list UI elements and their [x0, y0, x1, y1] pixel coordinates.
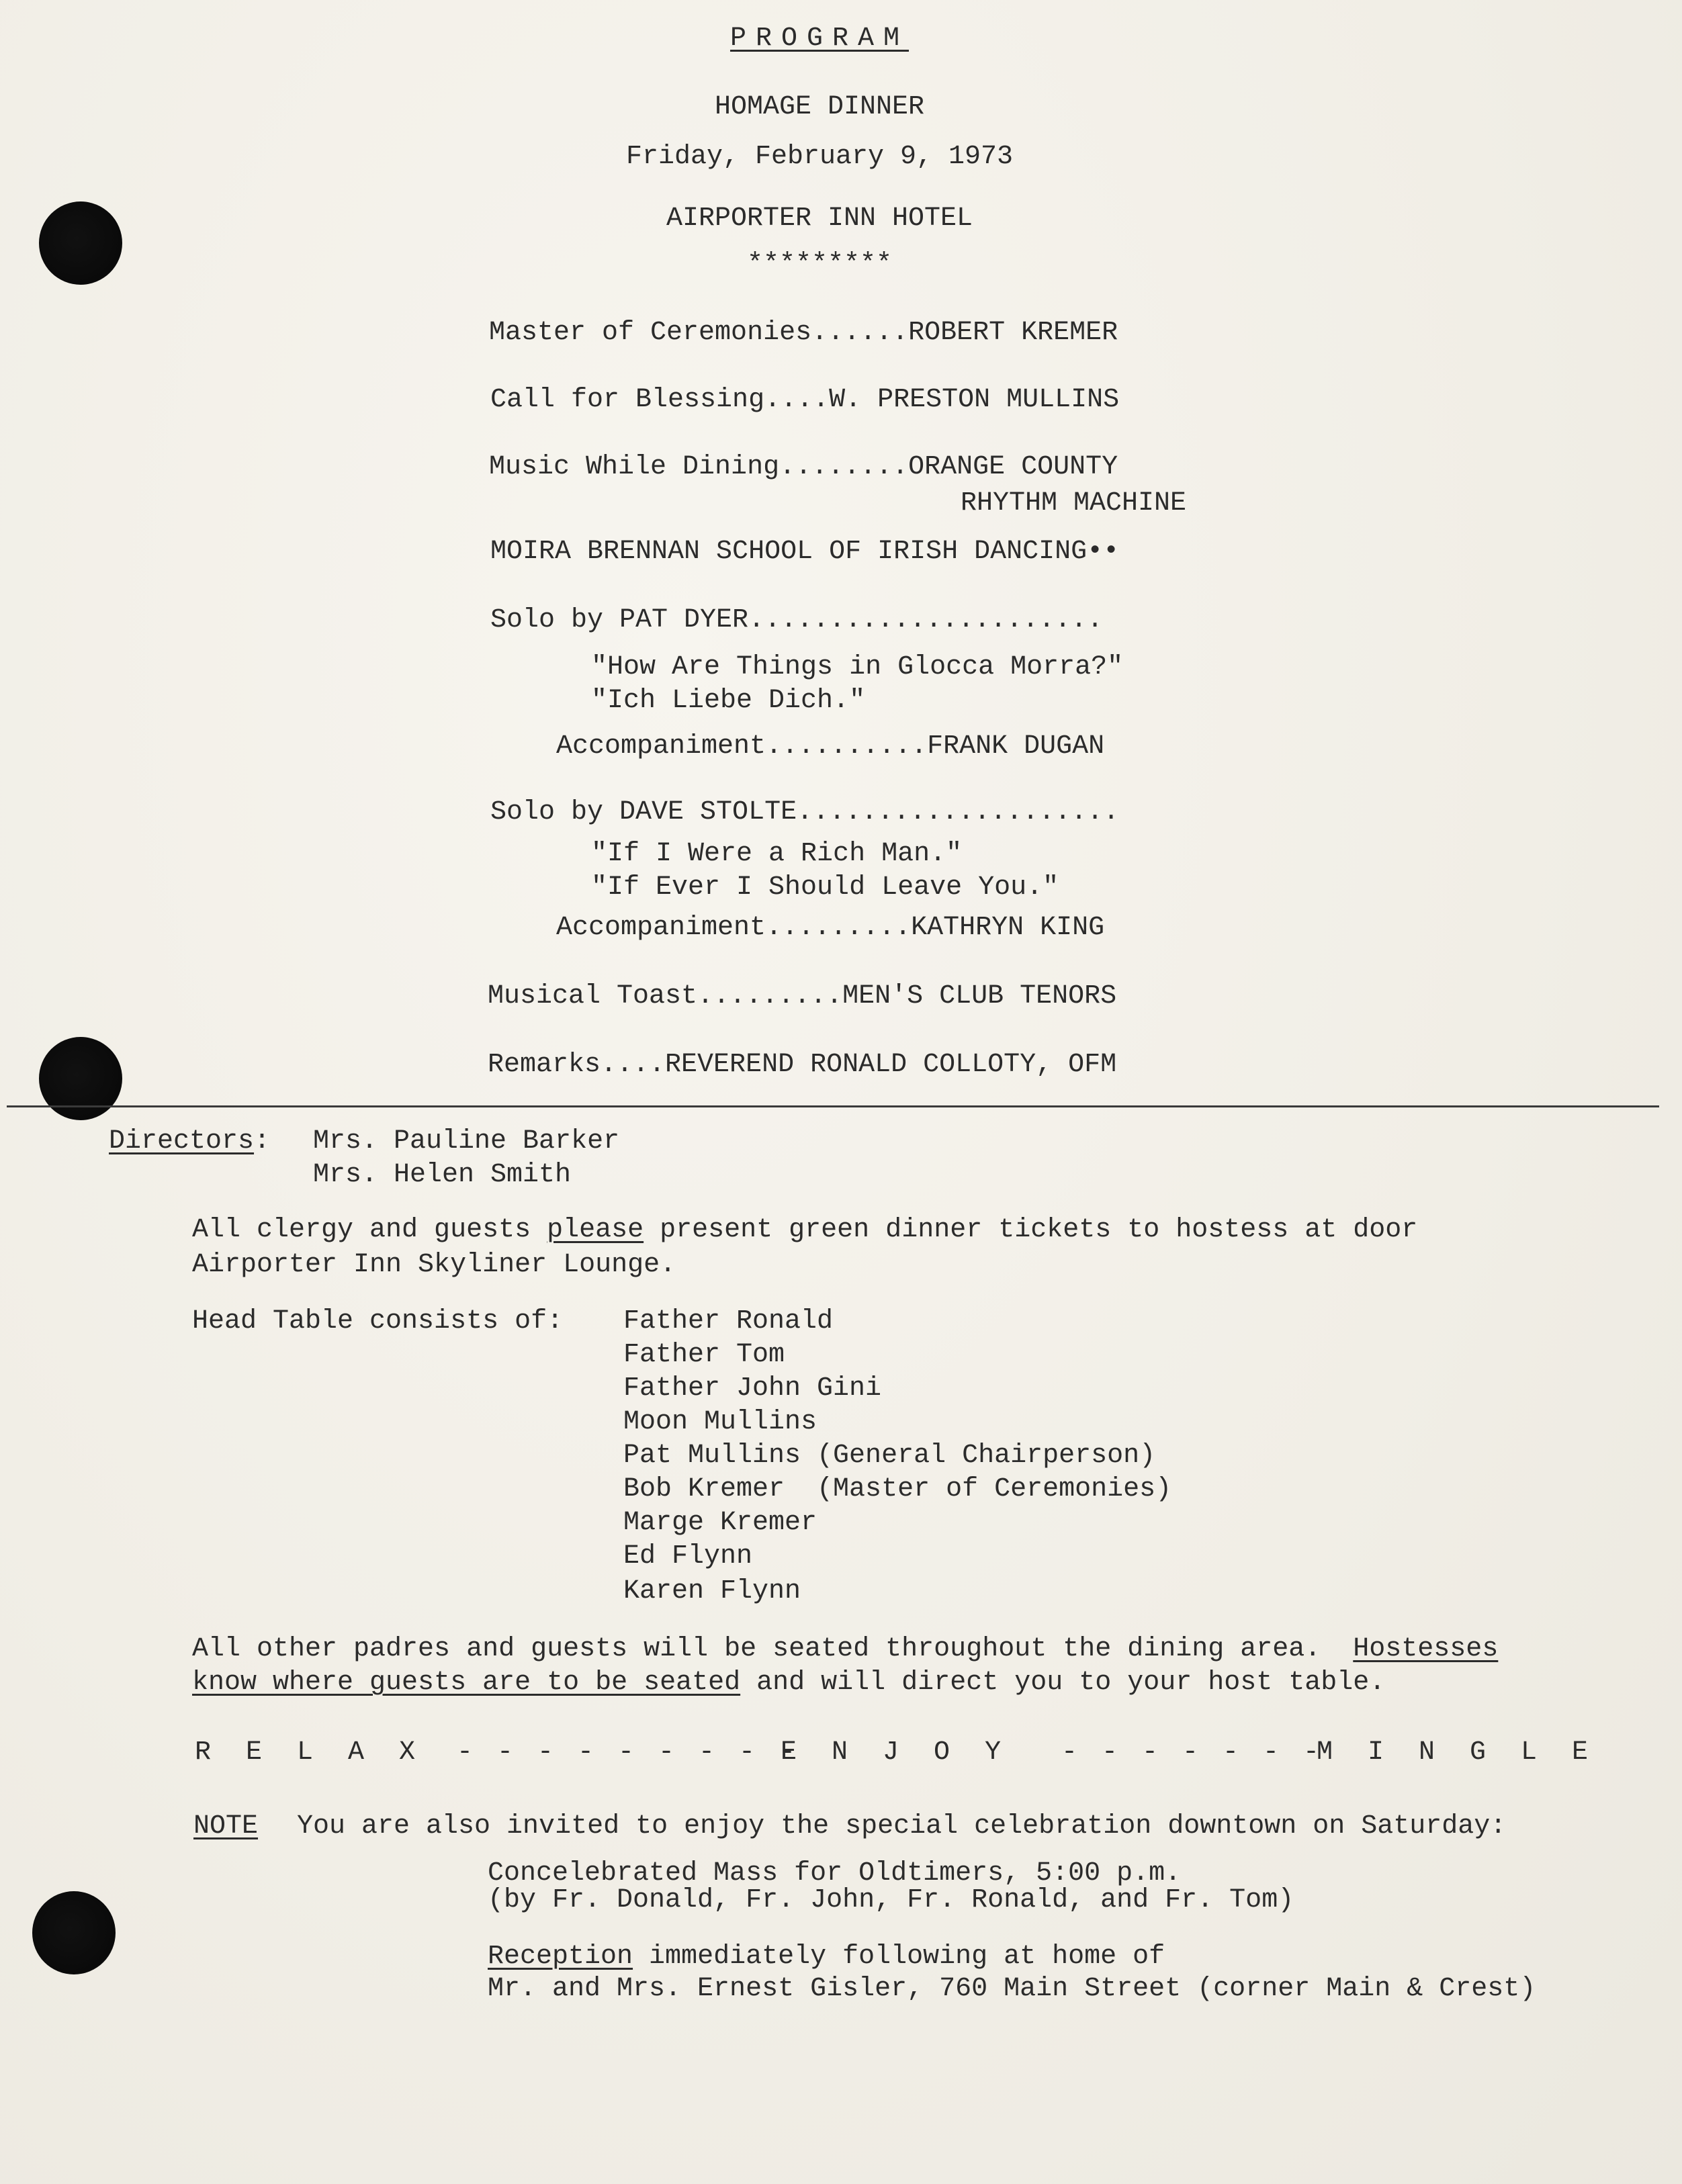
star-separator: *********: [746, 249, 893, 279]
music-while-dining-cont: RHYTHM MACHINE: [961, 488, 1187, 518]
tickets-location: Airporter Inn Skyliner Lounge.: [192, 1250, 676, 1280]
note-text: You are also invited to enjoy the special celebration downtown on Saturday:: [297, 1811, 1507, 1841]
solo-song: "Ich Liebe Dich.": [591, 686, 866, 716]
directors-label: [109, 1126, 270, 1158]
director-name: Mrs. Helen Smith: [313, 1160, 572, 1190]
musical-toast: Musical Toast.........MEN'S CLUB TENORS: [488, 981, 1117, 1011]
tickets-text: All clergy and guests: [192, 1215, 547, 1245]
accompaniment: Accompaniment..........FRANK DUGAN: [556, 731, 1105, 762]
motto-dashes: - - - - - - - - -: [457, 1737, 800, 1768]
seating-text: All other padres and guests will be seated throughout the dining area.: [192, 1634, 1354, 1664]
directors-colon: :: [254, 1126, 271, 1156]
program-title: PROGRAM: [729, 24, 910, 54]
motto-relax: R E L A X: [195, 1737, 425, 1768]
tickets-please: please: [547, 1215, 644, 1245]
reception-address: Mr. and Mrs. Ernest Gisler, 760 Main Street (corner Main & Crest): [488, 1974, 1536, 2004]
seating-text: and will direct you to your host table.: [740, 1668, 1386, 1698]
punch-hole: [32, 1891, 116, 1974]
irish-dancing: MOIRA BRENNAN SCHOOL OF IRISH DANCING••: [490, 537, 1120, 567]
tickets-text: present green dinner tickets to hostess at door: [644, 1215, 1418, 1245]
reception-text: immediately following at home of: [633, 1942, 1165, 1972]
solo-song: "If Ever I Should Leave You.": [591, 872, 1059, 903]
music-while-dining: Music While Dining........ORANGE COUNTY: [489, 452, 1118, 482]
reception-info: [488, 1941, 1165, 1973]
head-table-member: Marge Kremer: [623, 1508, 817, 1538]
event-date: Friday, February 9, 1973: [625, 142, 1014, 172]
directors-label-text: Directors: [109, 1126, 255, 1156]
solo-song: "How Are Things in Glocca Morra?": [591, 652, 1124, 682]
reception-label: Reception: [488, 1942, 633, 1972]
master-of-ceremonies: Master of Ceremonies......ROBERT KREMER: [489, 318, 1118, 348]
mass-info: Concelebrated Mass for Oldtimers, 5:00 p.m.: [488, 1858, 1182, 1889]
event-name: HOMAGE DINNER: [714, 92, 925, 122]
motto-dashes: - - - - - - -: [1061, 1737, 1324, 1768]
solo-dave-stolte: Solo by DAVE STOLTE....................: [490, 797, 1120, 827]
head-table-member: Pat Mullins (General Chairperson): [623, 1441, 1156, 1471]
head-table-member: Father Tom: [623, 1340, 785, 1370]
director-name: Mrs. Pauline Barker: [313, 1126, 620, 1156]
note-label: NOTE: [193, 1811, 259, 1841]
seating-note: [192, 1633, 1498, 1666]
head-table-member: Ed Flynn: [623, 1541, 753, 1572]
divider: [7, 1105, 1659, 1107]
head-table-member: Father John Gini: [623, 1373, 882, 1404]
punch-hole: [39, 1037, 122, 1120]
head-table-member: Karen Flynn: [623, 1576, 801, 1606]
head-table-member: Father Ronald: [623, 1306, 834, 1336]
punch-hole: [39, 201, 122, 285]
head-table-member: Bob Kremer (Master of Ceremonies): [623, 1474, 1172, 1504]
seating-underlined: know where guests are to be seated: [192, 1668, 741, 1698]
remarks: Remarks....REVEREND RONALD COLLOTY, OFM: [488, 1050, 1117, 1080]
motto-enjoy: E N J O Y: [781, 1737, 1011, 1768]
motto-mingle: M I N G L E: [1317, 1737, 1598, 1768]
mass-celebrants: (by Fr. Donald, Fr. John, Fr. Ronald, and Fr. Tom): [488, 1885, 1294, 1915]
head-table-member: Moon Mullins: [623, 1407, 817, 1437]
accompaniment: Accompaniment.........KATHRYN KING: [556, 913, 1105, 943]
call-for-blessing: Call for Blessing....W. PRESTON MULLINS: [490, 385, 1120, 415]
seating-note-cont: [192, 1667, 1385, 1699]
solo-pat-dyer: Solo by PAT DYER......................: [490, 605, 1104, 635]
tickets-note: [192, 1214, 1417, 1246]
head-table-label: Head Table consists of:: [192, 1306, 564, 1336]
event-venue: AIRPORTER INN HOTEL: [666, 203, 973, 234]
seating-hostesses: Hostesses: [1353, 1634, 1499, 1664]
solo-song: "If I Were a Rich Man.": [591, 839, 963, 869]
